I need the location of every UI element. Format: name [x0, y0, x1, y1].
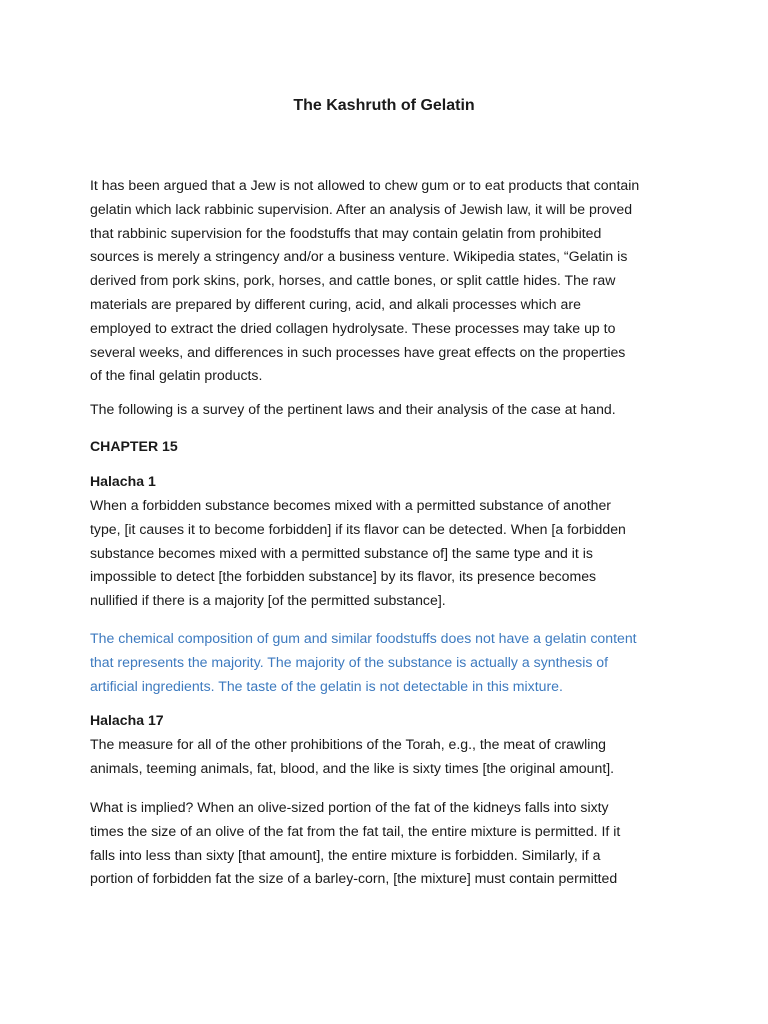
halacha-1-heading: Halacha 1	[90, 473, 156, 489]
chapter-heading: CHAPTER 15	[90, 438, 178, 454]
text-line: substance becomes mixed with a permitted substance of] the same type and it is	[90, 544, 593, 561]
text-line: What is implied? When an olive-sized portion of the fat of the kidneys falls into sixty	[90, 799, 609, 815]
text-line: gelatin which lack rabbinic supervision. After an analysis of Jewish law, it will be proved	[90, 200, 633, 217]
implied-paragraph	[90, 796, 685, 891]
text-line: of the final gelatin products.	[90, 367, 263, 384]
text-line: The following is a survey of the pertinent laws and their analysis of the case at hand.	[90, 401, 616, 417]
text-line: that rabbinic supervision for the foodstuffs that may contain gelatin from prohibited	[90, 224, 602, 241]
text-line: portion of forbidden fat the size of a barley-corn, [the mixture] must contain permitted	[90, 870, 618, 887]
text-line: impossible to detect [the forbidden substance] by its flavor, its presence becomes	[90, 568, 597, 585]
text-line: derived from pork skins, pork, horses, and cattle bones, or split cattle hides. The raw	[90, 272, 616, 289]
text-line: sources is merely a stringency and/or a business venture. Wikipedia states, “Gelatin is	[90, 248, 628, 265]
text-line: nullified if there is a majority [of the permitted substance].	[90, 592, 446, 609]
text-line: artificial ingredients. The taste of the gelatin is not detectable in this mixture.	[90, 677, 563, 694]
text-line: When a forbidden substance becomes mixed with a permitted substance of another	[90, 497, 611, 513]
text-line: times the size of an olive of the fat from the fat tail, the entire mixture is permitted. If it	[90, 822, 621, 839]
text-line: that represents the majority. The majority of the substance is actually a synthesis of	[90, 653, 609, 670]
text-line: type, [it causes it to become forbidden] if its flavor can be detected. When [a forbidden	[90, 520, 626, 537]
halacha-17-paragraph	[90, 733, 685, 781]
halacha-1-paragraph	[90, 494, 685, 613]
survey-paragraph	[90, 398, 685, 422]
document-title: The Kashruth of Gelatin	[293, 97, 475, 114]
text-line: animals, teeming animals, fat, blood, and the like is sixty times [the original amount].	[90, 759, 615, 776]
halacha-17-heading: Halacha 17	[90, 712, 164, 728]
text-line: materials are prepared by different curing, acid, and alkali processes which are	[90, 295, 581, 312]
text-line: It has been argued that a Jew is not allowed to chew gum or to eat products that contain	[90, 177, 640, 193]
text-line: The measure for all of the other prohibitions of the Torah, e.g., the meat of crawling	[90, 736, 607, 752]
text-line: employed to extract the dried collagen hydrolysate. These processes may take up to	[90, 319, 616, 336]
text-line: The chemical composition of gum and similar foodstuffs does not have a gelatin content	[90, 630, 637, 646]
intro-paragraph	[90, 174, 685, 388]
text-line: several weeks, and differences in such processes have great effects on the properties	[90, 343, 626, 360]
text-line: falls into less than sixty [that amount], the entire mixture is forbidden. Similarly, if a	[90, 846, 601, 863]
commentary-paragraph	[90, 627, 685, 698]
